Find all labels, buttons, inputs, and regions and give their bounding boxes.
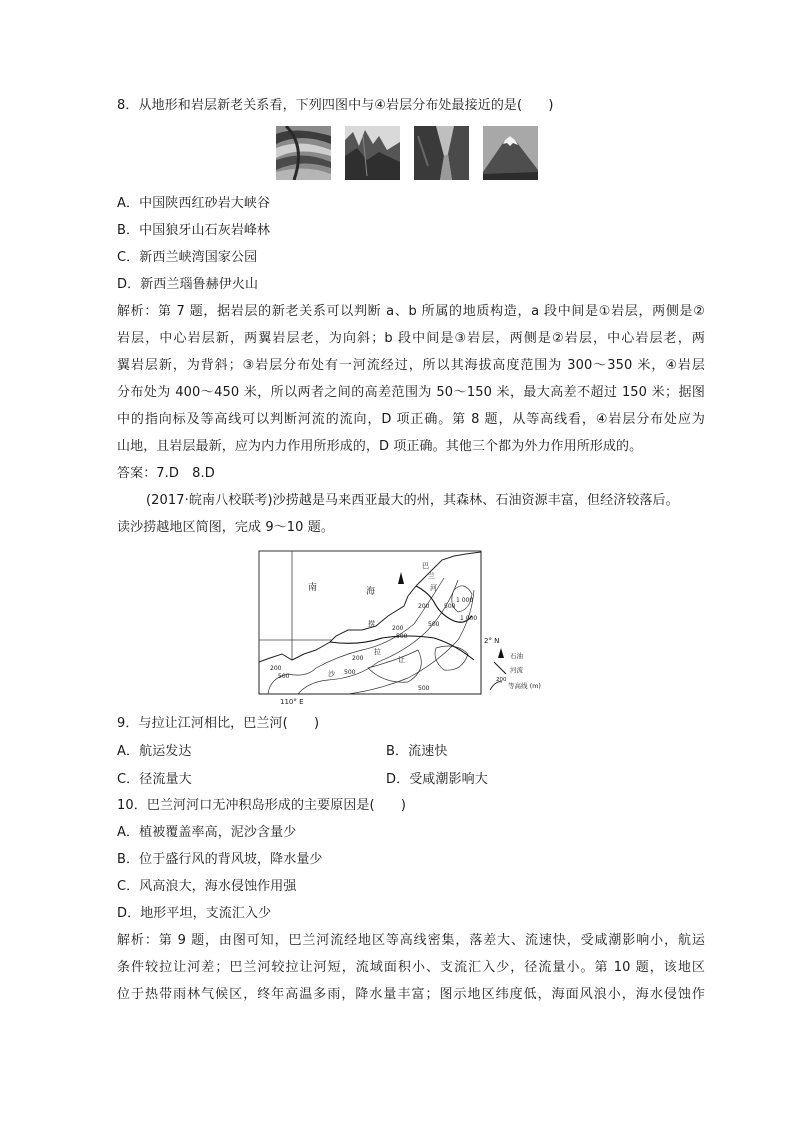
contour-label: 500: [396, 633, 408, 640]
contour-label: 200: [352, 655, 364, 662]
region-label: 捞: [368, 620, 375, 628]
analysis1-line: 岩层，中心岩层新，两翼岩层老，为向斜；b 段中间是③岩层，两侧是②岩层，中心岩层老，两: [117, 331, 705, 346]
region-label: 沙: [328, 670, 335, 678]
basin-label: 兰: [428, 572, 435, 580]
q8-option-a: A．中国陕西红砂岩大峡谷: [117, 196, 271, 211]
intro-line: (2017·皖南八校联考)沙捞越是马来西亚最大的州，其森林、石油资源丰富，但经济较落后。: [146, 493, 679, 508]
analysis2-line: 位于热带雨林气候区，终年高温多雨，降水量丰富；图示地区纬度低，海面风浪小，海水侵蚀作: [117, 987, 705, 1002]
legend-oil-label: 石油: [510, 652, 523, 660]
q10-option-c: C．风高浪大，海水侵蚀作用强: [117, 879, 297, 894]
analysis1-line: 分布处为 400～450 米，所以两者之间的高差范围为 50～150 米，最大高差不超过 150 米；据图: [117, 385, 705, 400]
q10-stem: 10．巴兰河河口无冲积岛形成的主要原因是( ): [117, 798, 407, 813]
contour-label: 500: [278, 673, 290, 680]
contour-label: 200: [418, 603, 430, 610]
contour-label: 500: [418, 685, 430, 692]
legend-contour-label: 等高线 (m): [508, 682, 541, 690]
q9-option-c: C．径流量大: [117, 772, 192, 787]
analysis2-line: 条件较拉让河差；巴兰河较拉让河短，流域面积小、支流汇入少，径流量小。第 10 题，该地区: [117, 960, 705, 975]
contour-label: 200: [392, 625, 404, 632]
contour-label: 1 000: [456, 597, 474, 604]
q8-option-c: C．新西兰峡湾国家公园: [117, 250, 258, 265]
q10-option-b: B．位于盛行风的背风坡，降水量少: [117, 852, 323, 867]
contour-label: 500: [344, 669, 356, 676]
contour-label: 200: [270, 665, 282, 672]
q10-option-d: D．地形平坦，支流汇入少: [117, 906, 272, 921]
karst-peak-forest-photo: [345, 126, 400, 180]
legend-river-label: 河流: [510, 666, 523, 674]
contour-label: 500: [444, 603, 456, 610]
basin-label: 巴: [422, 562, 429, 570]
analysis2-line: 解析：第 9 题，由图可知，巴兰河流经地区等高线密集，落差大、流速快，受咸潮影响小，航运: [117, 933, 705, 948]
region-label: 拉: [374, 648, 381, 656]
q8-option-b: B．中国狼牙山石灰岩峰林: [117, 223, 271, 238]
q9-stem: 9．与拉让江河相比，巴兰河( ): [117, 716, 320, 731]
longitude-label: 110° E: [280, 698, 304, 705]
basin-label: 河: [430, 584, 437, 592]
volcano-photo: [483, 126, 538, 180]
latitude-label: 2° N: [484, 637, 500, 645]
q8-stem: 8．从地形和岩层新老关系看，下列四图中与④岩层分布处最接近的是( ): [117, 98, 554, 113]
q9-option-d: D．受咸潮影响大: [386, 772, 488, 787]
analysis1-line: 解析：第 7 题，据岩层的新老关系可以判断 a、b 所属的地质构造，a 段中间是①岩层，两侧是②: [117, 304, 705, 319]
analysis1-line: 山地，且岩层最新，应为内力作用所形成的，D 项正确。其他三个都为外力作用所形成的。: [117, 439, 643, 454]
red-sandstone-canyon-photo: [276, 126, 331, 180]
region-label: 让: [398, 656, 405, 664]
legend-oil-icon: [498, 648, 504, 658]
sea-label: 海: [366, 587, 376, 597]
sea-label: 南: [308, 583, 318, 593]
answer-line: 答案：7.D 8.D: [117, 466, 215, 481]
contour-label: 1 000: [460, 615, 478, 622]
analysis1-line: 中的指向标及等高线可以判断河流的流向，D 项正确。第 8 题，从等高线看，④岩层分布处应为: [117, 412, 705, 427]
q8-option-d: D．新西兰瑙鲁赫伊火山: [117, 277, 259, 292]
sarawak-map: [258, 550, 558, 705]
intro-line: 读沙捞越地区简图，完成 9～10 题。: [117, 520, 334, 535]
contour-label: 500: [428, 621, 440, 628]
analysis1-line: 翼岩层新，为背斜；③岩层分布处有一河流经过，所以其海拔高度范围为 300～350 米，④岩层: [117, 358, 705, 373]
fjord-national-park-photo: [414, 126, 469, 180]
legend-contour-value: 200: [496, 677, 507, 683]
q10-option-a: A．植被覆盖率高，泥沙含量少: [117, 825, 297, 840]
q9-option-a: A．航运发达: [117, 744, 192, 759]
q9-option-b: B．流速快: [386, 744, 448, 759]
legend-river-icon: [494, 662, 506, 674]
